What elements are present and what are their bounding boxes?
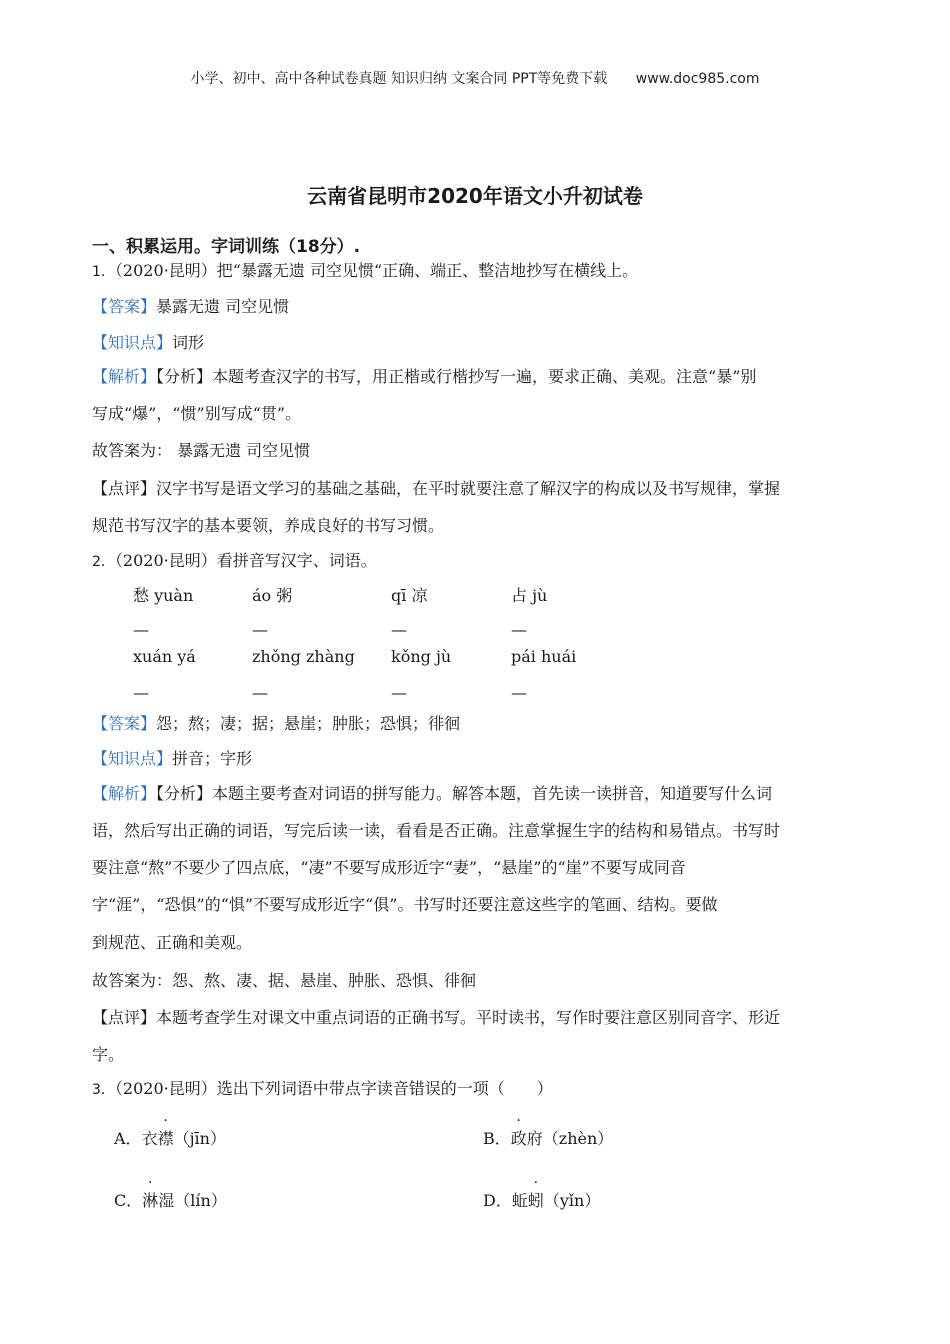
q1-answer — [92, 294, 289, 317]
q2-analysis-line4: 字“涯”，“恐惧”的“惧”不要写成形近字“俱”。书写时还要注意这些字的笔画、结构。要做 — [92, 895, 718, 914]
q1-kp-label: 【知识点】 — [92, 333, 173, 352]
option-pinyin: （lín） — [174, 1191, 227, 1210]
answer-blank: — — [252, 620, 268, 639]
option-text: 府 — [526, 1129, 543, 1148]
option-d[interactable] — [483, 1188, 600, 1211]
q2-analysis-text1: 【分析】本题主要考查对词语的拼写能力。解答本题，首先读一读拼音，知道要写什么词 — [156, 784, 773, 803]
dotted-char: 淋 — [142, 1191, 159, 1210]
pinyin-cell: xuán yá — [133, 647, 196, 666]
option-letter: D． — [483, 1191, 512, 1210]
option-text: 湿 — [158, 1191, 175, 1210]
q2-analysis-line2: 语，然后写出正确的词语，写完后读一读，看看是否正确。注意掌握生字的结构和易错点。书写时 — [92, 821, 781, 840]
q1-analysis-text1: 【分析】本题考查汉字的书写，用正楷或行楷抄写一遍，要求正确、美观。注意“暴”别 — [156, 367, 757, 386]
section-heading: 一、积累运用。字词训练（18分）. — [92, 237, 361, 257]
option-pinyin: （yǐn） — [543, 1191, 601, 1210]
q1-stem-text: （2020·昆明）把“暴露无遗 司空见惯“正确、端正、整洁地抄写在横线上。 — [114, 261, 639, 280]
pinyin-cell: 占 jù — [511, 586, 548, 605]
q2-answer-label: 【答案】 — [92, 714, 157, 733]
page-header — [0, 68, 950, 88]
pinyin-cell: qī 凉 — [391, 586, 428, 605]
q1-stem — [92, 258, 638, 281]
answer-blank: — — [133, 620, 149, 639]
q1-comment-line2: 规范书写汉字的基本要领，养成良好的书写习惯。 — [92, 516, 445, 535]
answer-blank: — — [252, 683, 268, 702]
q1-analysis-line2: 写成“爆”，“惯”别写成“贯”。 — [92, 404, 302, 423]
option-letter: C． — [114, 1191, 143, 1210]
pinyin-cell: zhǒng zhàng — [252, 647, 355, 666]
q2-analysis-label: 【解析】 — [92, 784, 157, 803]
q2-answer — [92, 711, 460, 734]
answer-blank: — — [391, 683, 407, 702]
q2-stem-text: （2020·昆明）看拼音写汉字、词语。 — [114, 551, 377, 570]
q2-answer-text: 怨；熬；凄；据；悬崖；肿胀；恐惧；徘徊 — [156, 714, 461, 733]
q2-analysis-line5: 到规范、正确和美观。 — [92, 933, 253, 952]
dotted-char: 政 — [510, 1129, 527, 1148]
option-b[interactable] — [483, 1126, 613, 1149]
q2-analysis-line3: 要注意“熬”不要少了四点底，“凄”不要写成形近字“妻”，“悬崖”的“崖”不要写成同音 — [92, 858, 686, 877]
pinyin-cell: kǒng jù — [391, 647, 452, 666]
q2-comment-line1: 【点评】本题考查学生对课文中重点词语的正确书写。平时读书，写作时要注意区别同音字、形近 — [92, 1008, 781, 1027]
option-letter: B． — [483, 1129, 511, 1148]
answer-blank: — — [511, 683, 527, 702]
q1-answer-text: 暴露无遗 司空见惯 — [156, 297, 290, 316]
q3-stem-text: （2020·昆明）选出下列词语中带点字读音错误的一项（ ） — [114, 1079, 553, 1098]
option-c[interactable] — [114, 1188, 227, 1211]
option-text: 衣 — [141, 1129, 158, 1148]
answer-blank: — — [391, 620, 407, 639]
answer-blank: — — [511, 620, 527, 639]
page-title: 云南省昆明市2020年语文小升初试卷 — [307, 184, 643, 208]
option-text: 蚯 — [511, 1191, 528, 1210]
q2-final: 故答案为：怨、熬、凄、据、悬崖、肿胀、恐惧、徘徊 — [92, 971, 477, 990]
pinyin-cell: pái huái — [511, 647, 577, 666]
q1-analysis-label: 【解析】 — [92, 367, 157, 386]
header-text: 小学、初中、高中各种试卷真题 知识归纳 文案合同 PPT等免费下载 — [190, 71, 608, 87]
option-pinyin: （jīn） — [173, 1129, 226, 1148]
q1-kp-text: 词形 — [172, 333, 205, 352]
dotted-char: 襟 — [157, 1129, 174, 1148]
pinyin-cell: 愁 yuàn — [133, 586, 194, 605]
option-a[interactable] — [114, 1126, 226, 1149]
q2-comment-line2: 字。 — [92, 1045, 125, 1064]
header-site-link[interactable]: www.doc985.com — [635, 71, 760, 87]
option-pinyin: （zhèn） — [542, 1129, 614, 1148]
q1-analysis-line1 — [92, 364, 756, 387]
q1-answer-label: 【答案】 — [92, 297, 157, 316]
q2-number: 2． — [92, 554, 115, 570]
pinyin-cell: áo 粥 — [252, 586, 293, 605]
q2-kp-label: 【知识点】 — [92, 749, 173, 768]
dotted-char: 蚓 — [527, 1191, 544, 1210]
answer-blank: — — [133, 683, 149, 702]
q1-number: 1． — [92, 264, 115, 280]
q2-knowledge-point — [92, 746, 252, 769]
q1-comment-line1: 【点评】汉字书写是语文学习的基础之基础，在平时就要注意了解汉字的构成以及书写规律，掌握 — [92, 479, 781, 498]
q1-final: 故答案为： 暴露无遗 司空见惯 — [92, 441, 311, 460]
q1-knowledge-point — [92, 330, 204, 353]
q2-analysis-line1 — [92, 781, 772, 804]
option-letter: A． — [114, 1129, 142, 1148]
q3-stem — [92, 1076, 553, 1099]
q2-kp-text: 拼音；字形 — [172, 749, 253, 768]
q2-stem — [92, 548, 377, 571]
q3-number: 3． — [92, 1082, 115, 1098]
